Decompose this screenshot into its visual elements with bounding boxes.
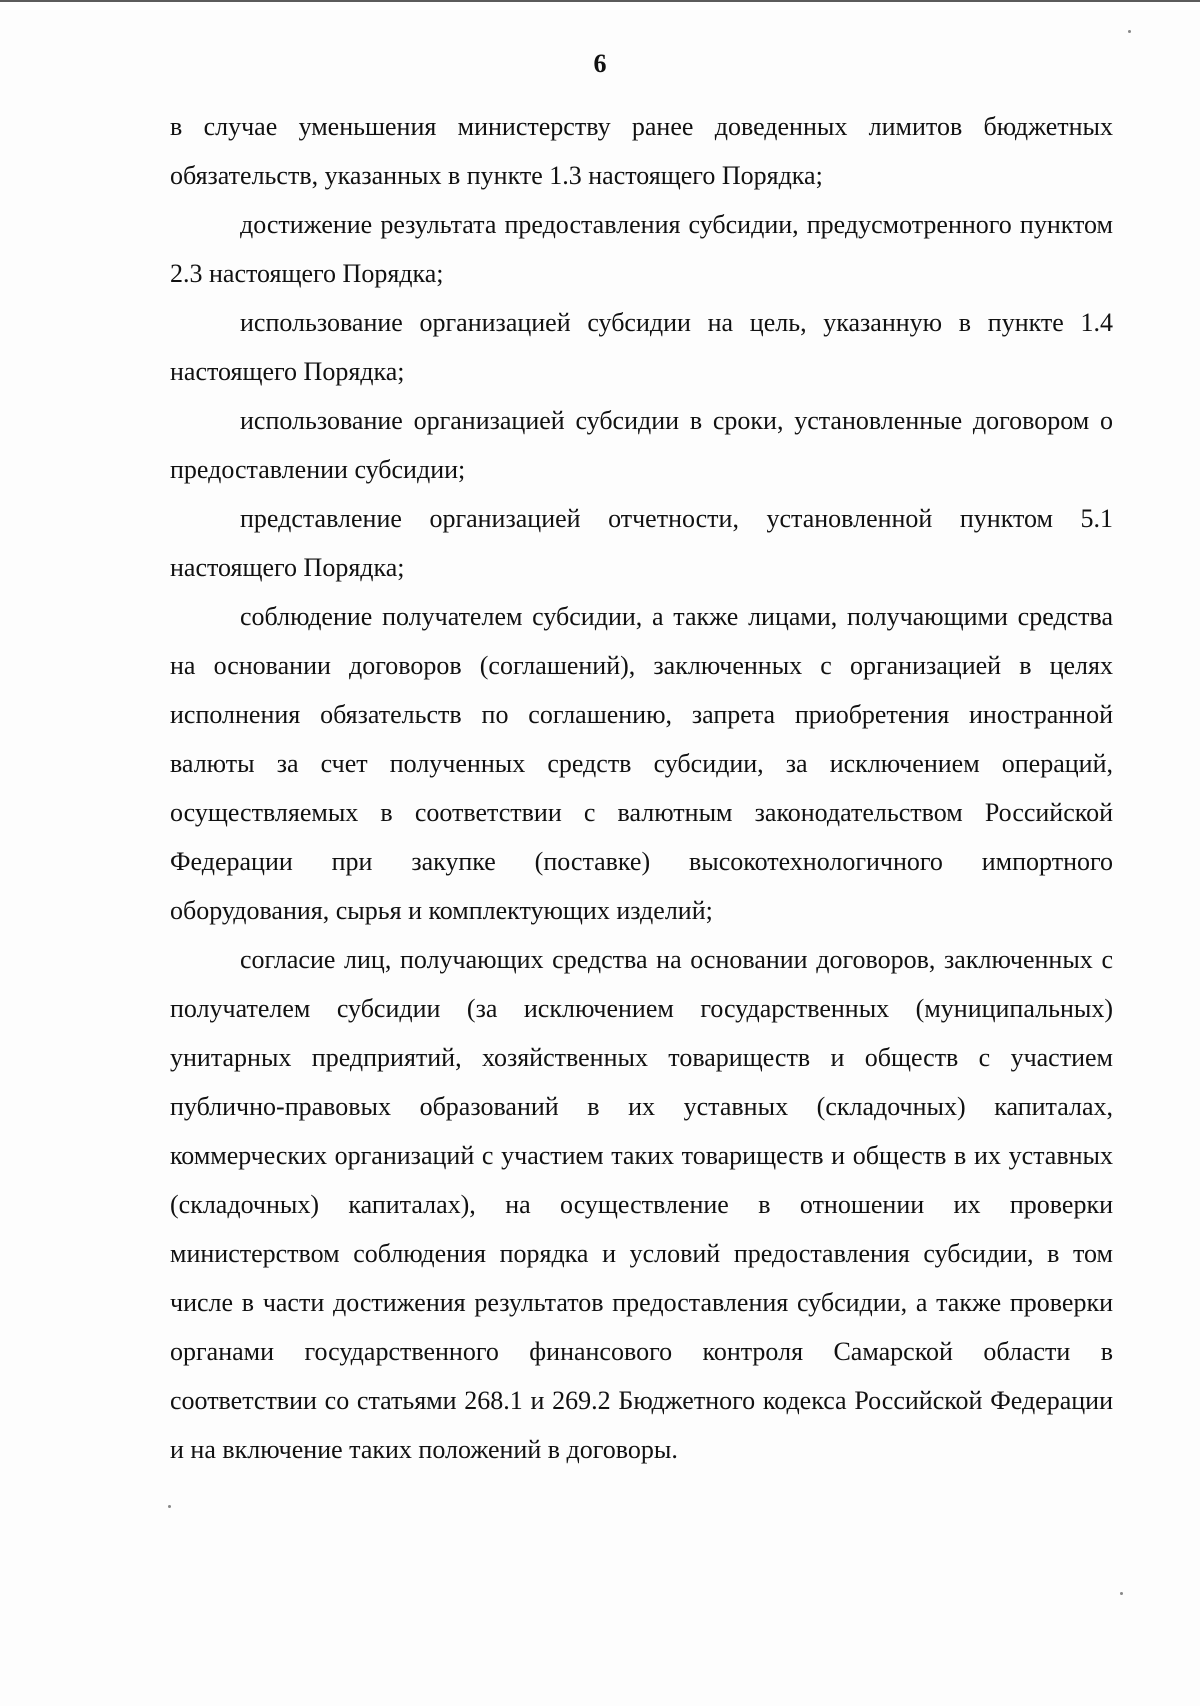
paragraph-continuation: в случае уменьшения министерству ранее доведенных лимитов бюджетных обязательств, указанных в пункте 1.3 настоящего Порядка;: [170, 112, 1113, 190]
paragraph-subsidy-terms: использование организацией субсидии в сроки, установленные договором о предоставлении субсидии;: [170, 406, 1113, 484]
page-number: 6: [593, 49, 607, 78]
paragraph-subsidy-purpose: использование организацией субсидии на цель, указанную в пункте 1.4 настоящего Порядка;: [170, 308, 1113, 386]
scan-speck: [168, 1505, 171, 1508]
paragraph-currency-restriction: соблюдение получателем субсидии, а также лицами, получающими средства на основании договоров (соглашений), заключенных с организацией в целях исполнения обязательств по соглашению, запрета приобретения иностранной валюты за счет полученных средств субсидии, за исключением операций, осуществляемых в соответствии с валютным законодательством Российской Федерации при закупке (поставке) высокотехнологичного импортного оборудования, сырья и комплектующих изделий;: [170, 602, 1113, 925]
top-edge-rule: [0, 0, 1200, 2]
paragraph-inspection-consent: согласие лиц, получающих средства на основании договоров, заключенных с получателем субсидии (за исключением государственных (муниципальных) унитарных предприятий, хозяйственных товариществ и обществ с участием публично-правовых образований в их уставных (складочных) капиталах, коммерческих организаций с участием таких товариществ и обществ в их уставных (складочных) капиталах), на осуществление в отношении их проверки министерством соблюдения порядка и условий предоставления субсидии, в том числе в части достижения результатов предоставления субсидии, а также проверки органами государственного финансового контроля Самарской области в соответствии со статьями 268.1 и 269.2 Бюджетного кодекса Российской Федерации и на включение таких положений в договоры.: [170, 945, 1113, 1464]
paragraph-reporting: представление организацией отчетности, установленной пунктом 5.1 настоящего Порядка;: [170, 504, 1113, 582]
scan-speck: [1128, 30, 1131, 33]
scan-speck: [1120, 1592, 1123, 1595]
document-body: [170, 102, 1113, 1474]
paragraph-result-achievement: достижение результата предоставления субсидии, предусмотренного пунктом 2.3 настоящего Порядка;: [170, 210, 1113, 288]
